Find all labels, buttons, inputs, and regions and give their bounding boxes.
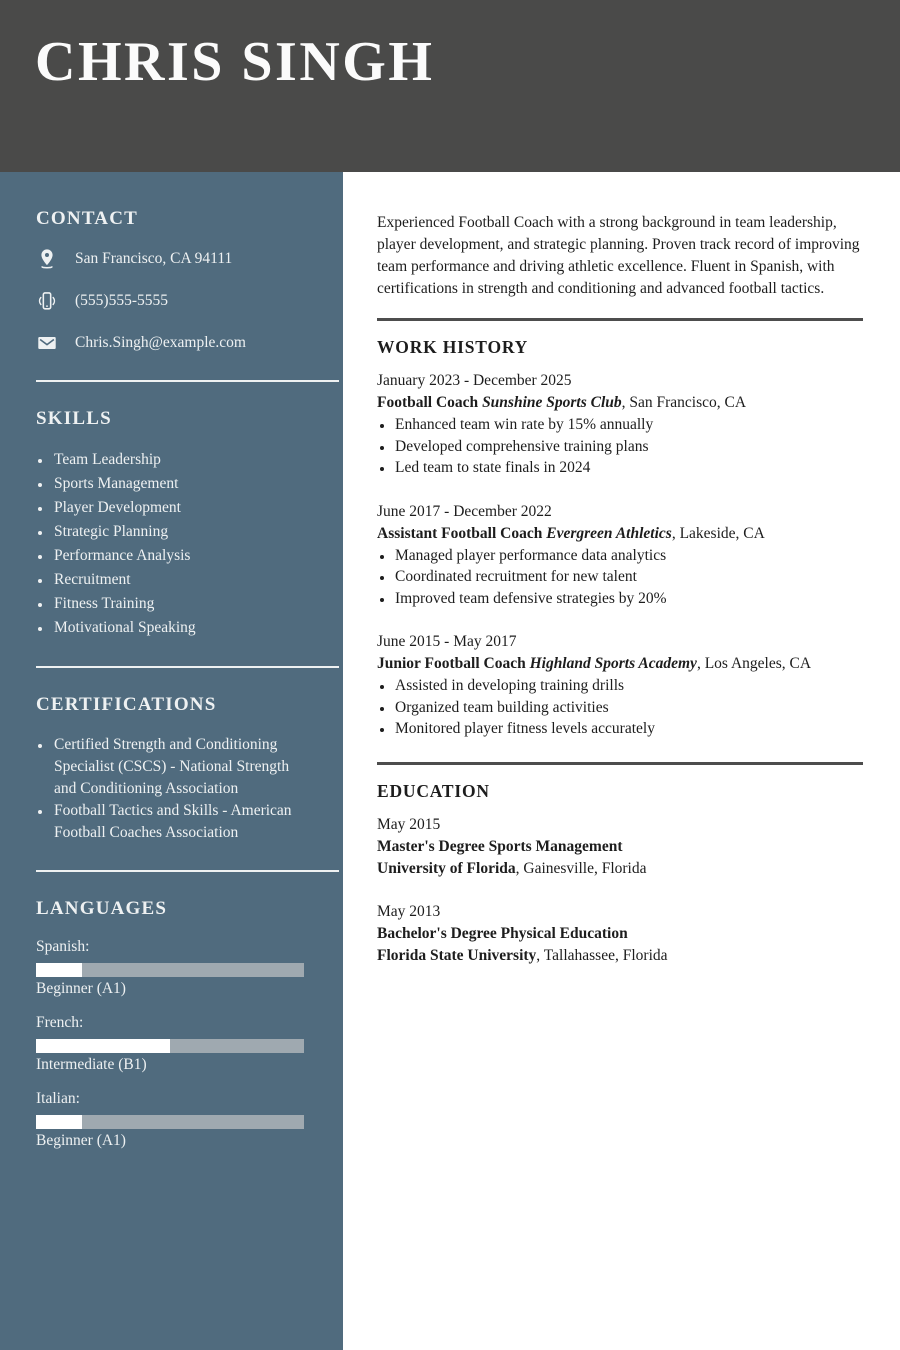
skills-list	[36, 448, 309, 640]
email-icon	[36, 332, 58, 354]
language-name: Spanish:	[36, 938, 90, 955]
language-name: French:	[36, 1014, 84, 1031]
contact-location-text: San Francisco, CA 94111	[75, 250, 233, 267]
certification-item: • Certified Strength and Conditioning Specialist (CSCS) - National Strength and Conditioning Association	[52, 734, 309, 800]
job-bullet: • Enhanced team win rate by 15% annually	[394, 414, 863, 436]
education-date: May 2015	[377, 815, 441, 833]
education-degree: Bachelor's Degree Physical Education	[377, 924, 628, 942]
job-location: , Lakeside, CA	[671, 524, 765, 542]
sidebar-divider	[36, 870, 339, 872]
sidebar	[0, 172, 343, 1350]
contact-location-row	[36, 248, 309, 270]
contact-section	[36, 208, 339, 354]
education-heading: EDUCATION	[377, 780, 490, 801]
education-date: May 2013	[377, 902, 441, 920]
job-dates: June 2015 - May 2017	[377, 633, 517, 650]
job-bullet: • Organized team building activities	[394, 697, 863, 719]
job-bullet: • Managed player performance data analytics	[394, 545, 863, 567]
job-title: Football Coach	[377, 394, 479, 411]
education-location: , Tallahassee, Florida	[536, 946, 668, 964]
sidebar-divider	[36, 666, 339, 668]
language-progress-track	[36, 1115, 304, 1129]
section-rule	[377, 762, 863, 765]
skill-item: • Motivational Speaking	[52, 616, 309, 640]
job-title-line	[377, 392, 863, 414]
job-entry	[377, 370, 863, 479]
language-level: Intermediate (B1)	[36, 1056, 147, 1073]
education-degree: Master's Degree Sports Management	[377, 837, 623, 855]
candidate-name: CHRIS SINGH	[35, 31, 435, 93]
language-progress-fill	[36, 963, 82, 977]
job-bullet: • Assisted in developing training drills	[394, 675, 863, 697]
contact-heading: CONTACT	[36, 208, 138, 229]
job-bullet: • Coordinated recruitment for new talent	[394, 566, 863, 588]
job-bullets	[377, 675, 863, 740]
skill-item: • Performance Analysis	[52, 544, 309, 568]
job-dates: June 2017 - December 2022	[377, 502, 552, 520]
skill-item: • Player Development	[52, 496, 309, 520]
certification-item: • Football Tactics and Skills - American Football Coaches Association	[52, 800, 309, 844]
job-title-line	[377, 523, 863, 545]
education-entry	[377, 814, 863, 880]
certifications-section	[36, 694, 339, 844]
work-history-heading: WORK HISTORY	[377, 337, 529, 357]
education-school: University of Florida	[377, 859, 516, 877]
contact-email-text: Chris.Singh@example.com	[75, 334, 246, 351]
sidebar-divider	[36, 380, 339, 382]
language-progress-track	[36, 963, 304, 977]
skill-item: • Recruitment	[52, 568, 309, 592]
job-company: Evergreen Athletics	[546, 524, 672, 542]
job-bullet: • Led team to state finals in 2024	[394, 457, 863, 479]
job-title: Junior Football Coach	[377, 655, 526, 672]
professional-summary: Experienced Football Coach with a strong background in team leadership, player development, and strategic planning. Proven track record of improving team performance and driving athletic excellence. Fluent in Spanish, with certifications in strength and conditioning and advanced football tactics.	[377, 214, 860, 297]
certifications-heading: CERTIFICATIONS	[36, 694, 217, 715]
job-bullet: • Monitored player fitness levels accurately	[394, 718, 863, 740]
section-rule	[377, 318, 863, 321]
job-location: , Los Angeles, CA	[696, 655, 812, 672]
main-column	[343, 172, 900, 1350]
language-entry	[36, 1014, 309, 1074]
language-progress-fill	[36, 1115, 82, 1129]
language-progress-track	[36, 1039, 304, 1053]
job-bullets	[377, 414, 863, 479]
language-level: Beginner (A1)	[36, 980, 126, 997]
job-bullets	[377, 545, 863, 610]
job-title: Assistant Football Coach	[377, 524, 543, 542]
job-entry	[377, 631, 863, 740]
skill-item: • Sports Management	[52, 472, 309, 496]
phone-icon	[36, 290, 58, 312]
languages-heading: LANGUAGES	[36, 898, 168, 919]
language-progress-fill	[36, 1039, 170, 1053]
location-pin-icon	[36, 248, 58, 270]
job-location: , San Francisco, CA	[621, 394, 747, 411]
job-bullet: • Developed comprehensive training plans	[394, 436, 863, 458]
skills-heading: SKILLS	[36, 408, 112, 429]
education-school-line	[377, 945, 863, 967]
language-name: Italian:	[36, 1090, 80, 1107]
language-entry	[36, 938, 309, 998]
contact-phone-text: (555)555-5555	[75, 292, 168, 309]
skill-item: • Strategic Planning	[52, 520, 309, 544]
education-entry	[377, 901, 863, 967]
job-company: Sunshine Sports Club	[482, 394, 622, 411]
contact-phone-row	[36, 290, 309, 312]
job-title-line	[377, 653, 863, 675]
certifications-list	[36, 734, 309, 844]
header-band	[0, 0, 900, 172]
contact-email-row	[36, 332, 309, 354]
job-company: Highland Sports Academy	[529, 655, 697, 672]
skills-section	[36, 408, 339, 640]
job-entry	[377, 501, 863, 610]
skill-item: • Team Leadership	[52, 448, 309, 472]
skill-item: • Fitness Training	[52, 592, 309, 616]
language-level: Beginner (A1)	[36, 1132, 126, 1149]
education-location: , Gainesville, Florida	[515, 859, 647, 877]
job-dates: January 2023 - December 2025	[377, 372, 572, 389]
languages-section	[36, 898, 339, 1150]
language-entry	[36, 1090, 309, 1150]
education-school: Florida State University	[377, 946, 537, 964]
job-bullet: • Improved team defensive strategies by 20%	[394, 588, 863, 610]
education-school-line	[377, 858, 863, 880]
